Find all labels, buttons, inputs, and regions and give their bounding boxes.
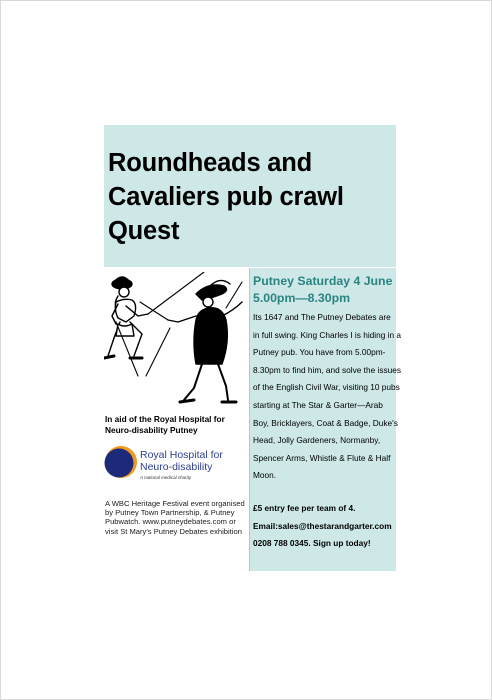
event-description [253,309,402,485]
festival-line: by Putney Town Partnership, & Putney [105,508,235,518]
description-line: Spencer Arms, Whistle & Flute & Half [253,452,391,463]
logo-name-line: Royal Hospital for [140,449,223,461]
title-line: Cavaliers pub crawl [108,183,344,211]
charity-aid-text [105,414,250,436]
description-line: Boy, Bricklayers, Coat & Badge, Duke's [253,417,398,428]
aid-line: In aid of the Royal Hospital for [105,414,225,424]
festival-line: A WBC Heritage Festival event organised [105,499,245,508]
sword-fighting-cavaliers-icon [104,272,244,407]
event-time: 5.00pm—8.30pm [253,290,351,305]
description-line: in full swing. King Charles I is hiding in a [253,329,402,340]
description-line: 8.30pm to find him, and solve the issues [253,364,402,375]
logo-name [140,449,223,473]
festival-line: visit St Mary's Putney Debates exhibition [105,526,242,536]
title-line: Roundheads and [108,149,313,177]
poster-title [108,146,388,248]
event-heading [253,273,398,306]
festival-line: Pubwatch. www.putneydebates.com or [105,517,236,527]
description-line: starting at The Star & Garter—Arab [253,399,383,410]
eclipse-logo-icon [104,445,138,479]
aid-line: Neuro-disability Putney [105,425,198,435]
description-line: Moon. [253,470,277,481]
description-line: Head, Jolly Gardeners, Normanby, [253,435,381,446]
contact-phone: 0208 788 0345. Sign up today! [253,538,371,549]
charity-logo [104,445,244,485]
logo-name-line: Neuro-disability [140,461,213,473]
festival-text [105,499,255,536]
description-line: Its 1647 and The Putney Debates are [253,312,391,322]
logo-tagline: A national medical charity [140,475,192,480]
entry-fee: £5 entry fee per team of 4. [253,503,356,513]
description-line: Putney pub. You have from 5.00pm- [253,347,386,358]
event-date: Putney Saturday 4 June [253,274,393,288]
description-line: of the English Civil War, visiting 10 pubs [253,382,400,393]
contact-email: Email:sales@thestarandgarter.com [253,520,392,531]
event-details [253,500,398,553]
title-line: Quest [108,217,180,245]
